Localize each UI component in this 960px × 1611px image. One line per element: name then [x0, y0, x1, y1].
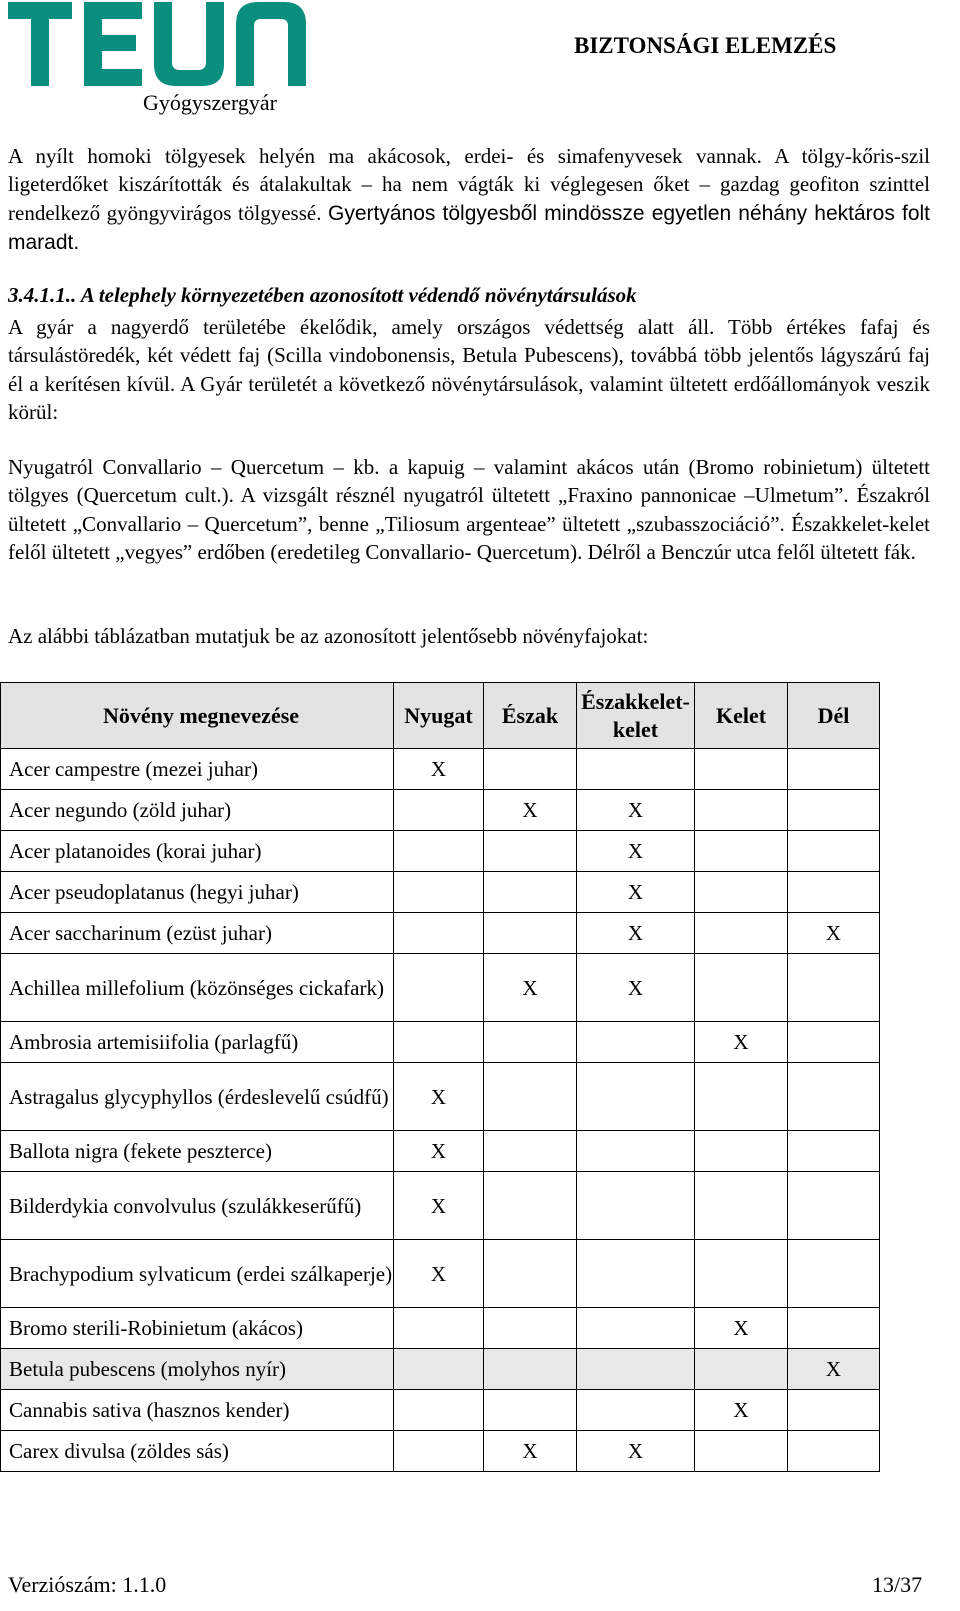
presence-mark-cell	[577, 1240, 695, 1308]
plant-name-cell: Cannabis sativa (hasznos kender)	[1, 1390, 394, 1431]
plant-name-cell: Ambrosia artemisiifolia (parlagfű)	[1, 1022, 394, 1063]
presence-mark-cell	[788, 1240, 880, 1308]
presence-mark-cell	[577, 1308, 695, 1349]
presence-mark-cell	[695, 1431, 788, 1472]
table-header-row	[1, 683, 880, 749]
table-row	[1, 1308, 880, 1349]
presence-mark-cell: X	[394, 1240, 484, 1308]
presence-mark-cell: X	[484, 790, 577, 831]
table-row	[1, 1131, 880, 1172]
presence-mark-cell: X	[788, 913, 880, 954]
plant-name-cell: Astragalus glycyphyllos (érdeslevelű csúdfű)	[1, 1063, 394, 1131]
table-row	[1, 1240, 880, 1308]
plant-name-cell: Acer negundo (zöld juhar)	[1, 790, 394, 831]
plant-name-cell: Brachypodium sylvaticum (erdei szálkaperje)	[1, 1240, 394, 1308]
presence-mark-cell	[394, 872, 484, 913]
presence-mark-cell	[394, 954, 484, 1022]
plant-name-cell: Acer platanoides (korai juhar)	[1, 831, 394, 872]
presence-mark-cell	[788, 1308, 880, 1349]
presence-mark-cell	[394, 790, 484, 831]
paragraph-intro-sans: Gyertyános tölgyesből mindössze egyetlen néhány hektáros folt maradt.	[8, 201, 931, 254]
plant-name-cell: Bromo sterili-Robinietum (akácos)	[1, 1308, 394, 1349]
presence-mark-cell	[695, 749, 788, 790]
plant-name-cell: Achillea millefolium (közönséges cickafark)	[1, 954, 394, 1022]
paragraph-intro	[8, 142, 930, 257]
presence-mark-cell	[484, 749, 577, 790]
paragraph-table-intro: Az alábbi táblázatban mutatjuk be az azonosított jelentősebb növényfajokat:	[8, 624, 649, 648]
presence-mark-cell: X	[394, 1063, 484, 1131]
presence-mark-cell: X	[577, 1431, 695, 1472]
presence-mark-cell	[695, 913, 788, 954]
presence-mark-cell: X	[577, 790, 695, 831]
column-header-plant-name: Növény megnevezése	[1, 683, 394, 749]
presence-mark-cell	[394, 1390, 484, 1431]
presence-mark-cell	[394, 1022, 484, 1063]
presence-mark-cell	[788, 831, 880, 872]
presence-mark-cell: X	[577, 954, 695, 1022]
presence-mark-cell	[695, 1349, 788, 1390]
presence-mark-cell	[394, 831, 484, 872]
plant-species-table	[0, 682, 880, 1472]
column-header-west: Nyugat	[394, 683, 484, 749]
table-row	[1, 790, 880, 831]
presence-mark-cell: X	[788, 1349, 880, 1390]
presence-mark-cell	[577, 749, 695, 790]
presence-mark-cell	[484, 1172, 577, 1240]
presence-mark-cell: X	[394, 1172, 484, 1240]
table-row	[1, 1063, 880, 1131]
presence-mark-cell: X	[484, 1431, 577, 1472]
presence-mark-cell: X	[394, 1131, 484, 1172]
table-row	[1, 1390, 880, 1431]
presence-mark-cell	[788, 1390, 880, 1431]
table-row	[1, 1022, 880, 1063]
column-header-northeast: Északkelet- kelet	[577, 683, 695, 749]
presence-mark-cell: X	[394, 749, 484, 790]
presence-mark-cell	[394, 1308, 484, 1349]
table-row	[1, 1431, 880, 1472]
presence-mark-cell	[695, 831, 788, 872]
presence-mark-cell	[577, 1349, 695, 1390]
plant-name-cell: Carex divulsa (zöldes sás)	[1, 1431, 394, 1472]
presence-mark-cell: X	[577, 872, 695, 913]
presence-mark-cell: X	[484, 954, 577, 1022]
table-row	[1, 831, 880, 872]
version-number: Verziószám: 1.1.0	[8, 1572, 167, 1597]
presence-mark-cell	[695, 872, 788, 913]
plant-name-cell: Ballota nigra (fekete peszterce)	[1, 1131, 394, 1172]
table-row	[1, 913, 880, 954]
company-subtitle: Gyógyszergyár	[143, 90, 277, 115]
presence-mark-cell	[394, 1431, 484, 1472]
table-row	[1, 954, 880, 1022]
presence-mark-cell	[484, 1390, 577, 1431]
presence-mark-cell	[695, 954, 788, 1022]
presence-mark-cell	[695, 1240, 788, 1308]
presence-mark-cell: X	[695, 1022, 788, 1063]
presence-mark-cell	[695, 790, 788, 831]
table-row	[1, 749, 880, 790]
presence-mark-cell	[788, 1431, 880, 1472]
paragraph-plant-communities: Nyugatról Convallario – Quercetum – kb. a kapuig – valamint akácos után (Bromo robinietum) ültetett tölgyes (Quercetum cult.). A vizsgált résznél nyugatról ültetett „Fraxino pannonicae –Ulmetum”. Északról ültetett „Convallario – Quercetum”, benne „Tiliosum argenteae” ültetett „szubasszociáció”. Északkelet-kelet felől ültetett „vegyes” erdőben (eredetileg Convallario- Quercetum). Délről a Benczúr utca felől ültetett fák.	[8, 455, 930, 564]
presence-mark-cell	[484, 913, 577, 954]
presence-mark-cell	[394, 1349, 484, 1390]
presence-mark-cell	[394, 913, 484, 954]
table-row	[1, 1172, 880, 1240]
plant-name-cell: Bilderdykia convolvulus (szulákkeserűfű)	[1, 1172, 394, 1240]
section-heading: 3.4.1.1.. A telephely környezetében azonosított védendő növénytársulások	[8, 283, 637, 307]
plant-name-cell: Acer campestre (mezei juhar)	[1, 749, 394, 790]
column-header-east: Kelet	[695, 683, 788, 749]
plant-name-cell: Acer saccharinum (ezüst juhar)	[1, 913, 394, 954]
presence-mark-cell	[484, 1131, 577, 1172]
table-row	[1, 872, 880, 913]
document-title: BIZTONSÁGI ELEMZÉS	[574, 33, 837, 58]
teva-logo	[8, 2, 306, 86]
column-header-south: Dél	[788, 683, 880, 749]
presence-mark-cell	[695, 1063, 788, 1131]
presence-mark-cell	[788, 790, 880, 831]
presence-mark-cell	[788, 1063, 880, 1131]
presence-mark-cell	[484, 1022, 577, 1063]
presence-mark-cell	[484, 1349, 577, 1390]
presence-mark-cell	[484, 1063, 577, 1131]
presence-mark-cell	[484, 1240, 577, 1308]
presence-mark-cell	[577, 1063, 695, 1131]
presence-mark-cell	[577, 1022, 695, 1063]
presence-mark-cell	[788, 954, 880, 1022]
presence-mark-cell: X	[695, 1390, 788, 1431]
presence-mark-cell	[484, 831, 577, 872]
presence-mark-cell	[695, 1131, 788, 1172]
presence-mark-cell	[484, 1308, 577, 1349]
page-number: 13/37	[872, 1572, 923, 1597]
presence-mark-cell	[788, 1131, 880, 1172]
presence-mark-cell	[788, 1022, 880, 1063]
presence-mark-cell	[788, 1172, 880, 1240]
presence-mark-cell	[788, 749, 880, 790]
presence-mark-cell	[577, 1131, 695, 1172]
presence-mark-cell: X	[577, 913, 695, 954]
presence-mark-cell: X	[577, 831, 695, 872]
presence-mark-cell	[484, 872, 577, 913]
column-header-north: Észak	[484, 683, 577, 749]
plant-name-cell: Acer pseudoplatanus (hegyi juhar)	[1, 872, 394, 913]
table-row	[1, 1349, 880, 1390]
presence-mark-cell	[695, 1172, 788, 1240]
paragraph-protected-area: A gyár a nagyerdő területébe ékelődik, amely országos védettség alatt áll. Több értékes fafaj és társulástöredék, két védett faj (Scilla vindobonensis, Betula Pubescens), továbbá több jelentős lágyszárú faj él a kerítésen kívül. A Gyár területét a következő növénytársulások, valamint ültetett erdőállományok veszik körül:	[8, 315, 930, 424]
presence-mark-cell	[577, 1172, 695, 1240]
presence-mark-cell: X	[695, 1308, 788, 1349]
presence-mark-cell	[577, 1390, 695, 1431]
presence-mark-cell	[788, 872, 880, 913]
paragraph-intro-serif: A nyílt homoki tölgyesek helyén ma akácosok, erdei- és simafenyvesek vannak. A tölgy-kőris-szil ligeterdőket kiszárították és átalakultak – ha nem vágták ki véglegesen őket – gazdag geofiton szinttel rendelkező gyöngyvirágos tölgyessé.	[8, 144, 930, 225]
plant-name-cell: Betula pubescens (molyhos nyír)	[1, 1349, 394, 1390]
